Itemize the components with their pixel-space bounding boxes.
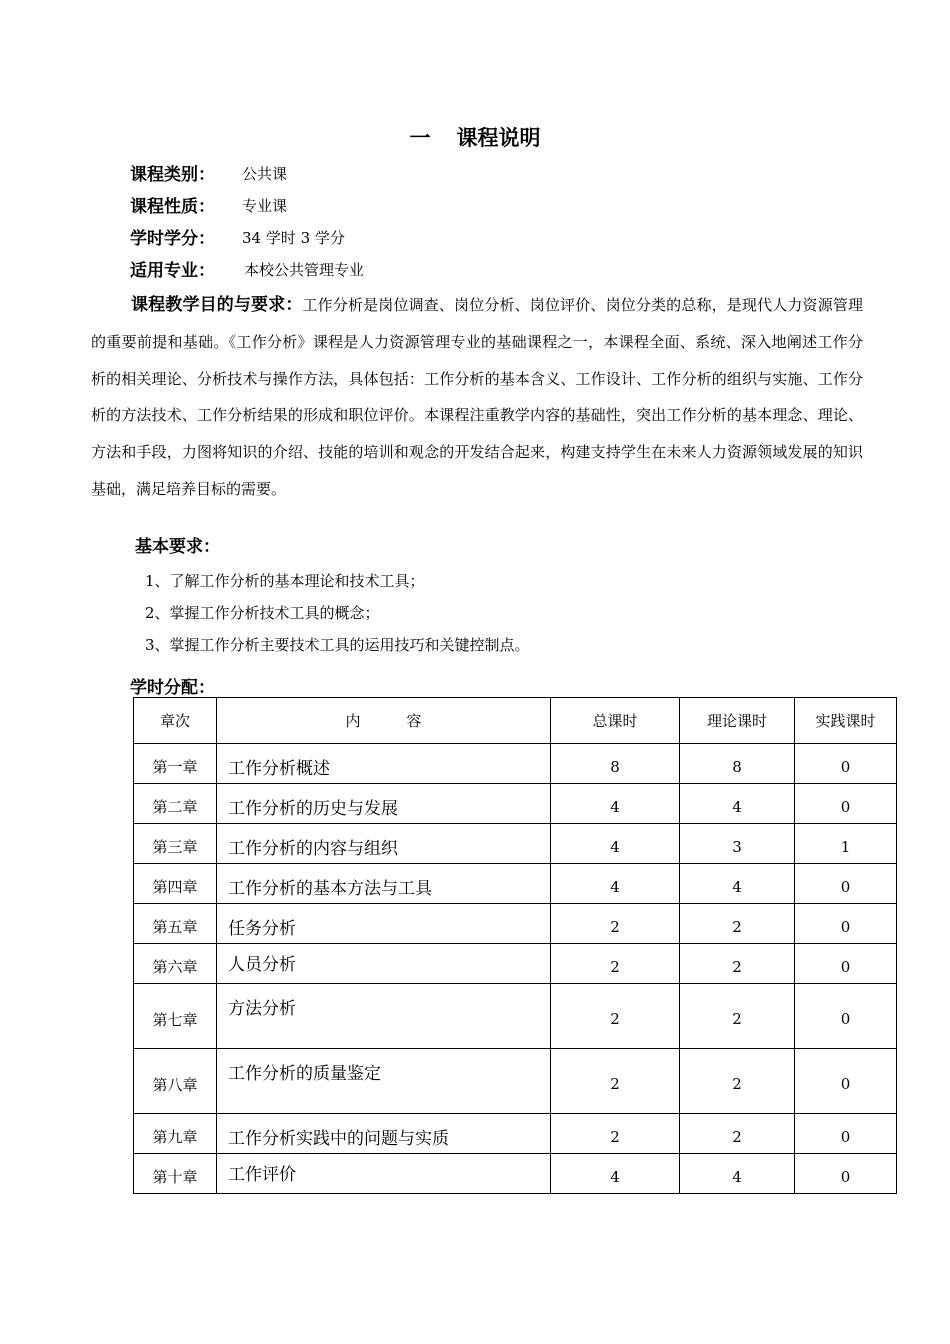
content-cell: 人员分析 xyxy=(217,944,551,984)
total-cell: 4 xyxy=(551,864,680,904)
total-cell: 4 xyxy=(551,824,680,864)
total-cell: 2 xyxy=(551,984,680,1049)
practice-cell: 0 xyxy=(795,1114,897,1154)
chapter-cell: 第六章 xyxy=(134,944,217,984)
hours-allocation-table xyxy=(133,697,897,1194)
meta-label: 课程类别： xyxy=(130,165,215,185)
header-content: 内 容 xyxy=(217,698,551,744)
practice-cell: 0 xyxy=(795,904,897,944)
practice-cell: 0 xyxy=(795,864,897,904)
theory-cell: 4 xyxy=(680,1154,795,1194)
chapter-cell: 第五章 xyxy=(134,904,217,944)
total-cell: 4 xyxy=(551,1154,680,1194)
total-cell: 2 xyxy=(551,904,680,944)
requirement-item: 3、掌握工作分析主要技术工具的运用技巧和关键控制点。 xyxy=(145,636,530,654)
practice-cell: 0 xyxy=(795,1049,897,1114)
objectives-text: 工作分析是岗位调查、岗位分析、岗位评价、岗位分类的总称，是现代人力资源管理的重要前提和基础。《工作分析》课程是人力资源管理专业的基础课程之一，本课程全面、系统、深入地阐述工作分析的相关理论、分析技术与操作方法，具体包括：工作分析的基本含义、工作设计、工作分析的组织与实施、工作分析的方法技术、工作分析结果的形成和职位评价。本课程注重教学内容的基础性，突出工作分析的基本理念、理论、方法和手段，力图将知识的介绍、技能的培训和观念的开发结合起来，构建支持学生在未来人力资源领域发展的知识基础，满足培养目标的需要。 xyxy=(91,296,864,498)
chapter-cell: 第三章 xyxy=(134,824,217,864)
meta-label: 学时学分： xyxy=(130,229,215,249)
objectives-paragraph xyxy=(91,287,863,508)
table-row xyxy=(134,864,897,904)
meta-value: 专业课 xyxy=(242,197,288,215)
practice-cell: 0 xyxy=(795,984,897,1049)
content-cell: 工作分析的历史与发展 xyxy=(217,784,551,824)
chapter-cell: 第一章 xyxy=(134,744,217,784)
content-cell: 方法分析 xyxy=(217,984,551,1049)
table-header-row xyxy=(134,698,897,744)
requirements-heading: 基本要求： xyxy=(135,537,220,557)
table-row xyxy=(134,1154,897,1194)
chapter-cell: 第十章 xyxy=(134,1154,217,1194)
table-row xyxy=(134,904,897,944)
content-cell: 工作分析实践中的问题与实质 xyxy=(217,1114,551,1154)
meta-label: 适用专业： xyxy=(130,261,215,281)
practice-cell: 0 xyxy=(795,744,897,784)
theory-cell: 2 xyxy=(680,904,795,944)
chapter-cell: 第二章 xyxy=(134,784,217,824)
practice-cell: 0 xyxy=(795,944,897,984)
meta-value: 本校公共管理专业 xyxy=(244,261,365,279)
theory-cell: 4 xyxy=(680,784,795,824)
section-number: 一 xyxy=(409,126,431,150)
content-cell: 工作分析的基本方法与工具 xyxy=(217,864,551,904)
chapter-cell: 第九章 xyxy=(134,1114,217,1154)
total-cell: 4 xyxy=(551,784,680,824)
theory-cell: 4 xyxy=(680,864,795,904)
total-cell: 2 xyxy=(551,1114,680,1154)
requirement-item: 1、了解工作分析的基本理论和技术工具； xyxy=(145,572,425,590)
total-cell: 2 xyxy=(551,1049,680,1114)
header-chapter: 章次 xyxy=(134,698,217,744)
practice-cell: 0 xyxy=(795,784,897,824)
practice-cell: 1 xyxy=(795,824,897,864)
meta-value: 34 学时 3 学分 xyxy=(242,229,345,247)
table-row xyxy=(134,944,897,984)
total-cell: 2 xyxy=(551,944,680,984)
chapter-cell: 第四章 xyxy=(134,864,217,904)
content-cell: 工作分析概述 xyxy=(217,744,551,784)
table-row xyxy=(134,984,897,1049)
page-title xyxy=(0,122,950,152)
theory-cell: 2 xyxy=(680,984,795,1049)
table-row xyxy=(134,1049,897,1114)
theory-cell: 2 xyxy=(680,944,795,984)
total-cell: 8 xyxy=(551,744,680,784)
content-cell: 任务分析 xyxy=(217,904,551,944)
content-cell: 工作分析的内容与组织 xyxy=(217,824,551,864)
header-theory-hours: 理论课时 xyxy=(680,698,795,744)
chapter-cell: 第八章 xyxy=(134,1049,217,1114)
header-total-hours: 总课时 xyxy=(551,698,680,744)
table-row xyxy=(134,744,897,784)
allocation-heading: 学时分配： xyxy=(130,678,215,698)
meta-label: 课程性质： xyxy=(130,197,215,217)
content-cell: 工作分析的质量鉴定 xyxy=(217,1049,551,1114)
meta-value: 公共课 xyxy=(242,165,288,183)
table-row xyxy=(134,824,897,864)
practice-cell: 0 xyxy=(795,1154,897,1194)
header-practice-hours: 实践课时 xyxy=(795,698,897,744)
requirement-item: 2、掌握工作分析技术工具的概念； xyxy=(145,604,380,622)
table-row xyxy=(134,784,897,824)
theory-cell: 2 xyxy=(680,1049,795,1114)
table-row xyxy=(134,1114,897,1154)
section-title: 课程说明 xyxy=(456,126,541,150)
content-cell: 工作评价 xyxy=(217,1154,551,1194)
theory-cell: 3 xyxy=(680,824,795,864)
theory-cell: 2 xyxy=(680,1114,795,1154)
objectives-label: 课程教学目的与要求： xyxy=(131,295,303,315)
chapter-cell: 第七章 xyxy=(134,984,217,1049)
theory-cell: 8 xyxy=(680,744,795,784)
